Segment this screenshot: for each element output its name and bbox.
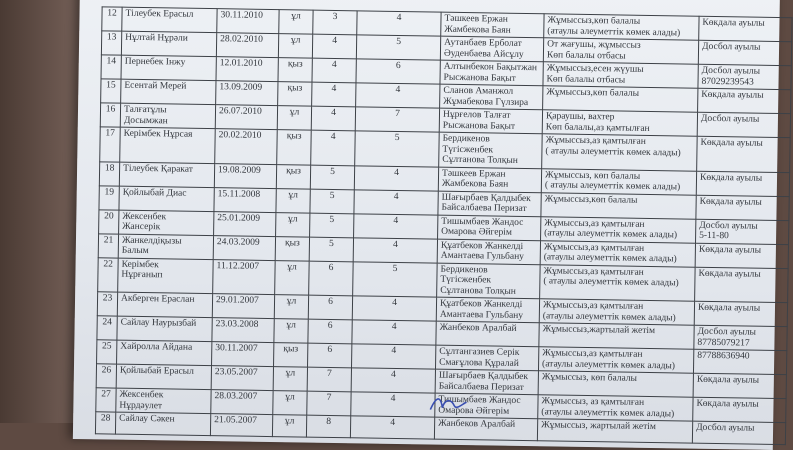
birth-date-cell: 30.11.2010 [217,9,279,34]
parents-names-cell: Бердикенов Түгісженбек Сұлтанова Толқын [439,132,543,168]
family-size-cell: 4 [357,11,441,36]
child-name-cell: Сайлау Сәкен [115,412,210,435]
age-value-cell: 4 [312,34,356,59]
child-name-cell: Жанкелдіқызы Балым [118,234,213,259]
parents-names-cell: Нұрғелов Талғат Рысжанова Бақыт [439,108,542,134]
family-size-cell: 4 [354,213,438,238]
residence-cell: Көкдала ауылы [696,171,789,196]
row-number-cell: 25 [97,340,117,364]
family-size-cell: 4 [353,237,437,262]
age-value-cell: 6 [308,343,352,368]
row-number-cell: 18 [99,161,119,185]
child-name-cell: Тілеубек Ерасыл [122,7,217,32]
family-size-cell: 4 [352,344,436,369]
parents-names-cell: Жанбеков Аралбай [434,417,537,441]
gender-cell: ұл [273,391,307,416]
gender-cell: ұл [274,295,308,320]
age-value-cell: 5 [310,213,354,238]
gender-cell: қыз [274,343,308,368]
age-value-cell: 7 [307,391,351,416]
gender-cell: ұл [272,415,306,438]
parents-names-cell: Құатбеков Жанкелді Амантаева Гульбану [436,297,539,323]
parents-names-cell: Жанбеков Аралбай [436,321,539,347]
row-number-cell: 22 [98,257,119,292]
birth-date-cell: 30.11.2007 [212,342,274,367]
document-page [73,0,780,450]
family-size-cell: 5 [355,131,440,167]
gender-cell: ұл [276,212,310,237]
family-size-cell: 4 [351,392,435,417]
row-number-cell: 14 [101,55,121,79]
residence-cell: Көкдала ауылы [695,267,789,303]
social-status-cell: Жұмыссыз,есен жүушы Көп балалы отбасы [543,62,698,88]
birth-date-cell: 11.12.2007 [213,259,276,294]
row-number-cell: 12 [102,7,122,31]
parents-names-cell: Шағырбаев Қалдыбек Байсалбаева Перизат [435,369,538,395]
birth-date-cell: 19.08.2009 [214,163,276,188]
family-size-cell: 5 [353,261,438,297]
parents-names-cell: Құатбеков Жанкелді Амантаева Гульбану [437,239,540,265]
age-value-cell: 5 [310,189,354,214]
child-name-cell: Тілеубек Қаракат [119,162,214,187]
birth-date-cell: 15.11.2008 [214,187,276,212]
child-name-cell: Нұлтай Нұрәли [121,31,216,56]
social-status-cell: Жұмыссыз, аз қамтылған (атаулы әлеуметтік көмек алады) [538,395,693,421]
residence-cell: Көкдала ауылы [699,16,792,41]
children-list-table [95,6,793,445]
gender-cell: қыз [275,236,309,261]
age-value-cell: 4 [312,82,356,107]
social-status-cell: Жұмыссыз,көп балалы (атаулы әлеуметтік көмек алады) [544,14,699,40]
residence-cell: Көкдала ауылы [694,301,787,326]
parents-names-cell: Тишымбаев Жандос Омарова Әйгерім [438,215,541,241]
age-value-cell: 6 [308,319,352,344]
family-size-cell: 4 [354,165,438,190]
parents-names-cell: Тәшкеев Ержан Жамбекова Баян [441,12,544,38]
family-size-cell: 7 [355,107,439,132]
social-status-cell: От жағушы, жұмыссыз Көп балалы отбасы [543,38,698,64]
parents-names-cell: Алтынбекон Бақытжан Рысжанова Бақыт [440,60,543,86]
birth-date-cell: 26.07.2010 [215,105,277,130]
parents-names-cell: Бердикенов Түгісженбек Сұлтанова Толқын [437,263,541,299]
row-number-cell: 27 [96,388,116,412]
row-number-cell: 28 [95,412,115,434]
birth-date-cell: 28.03.2007 [211,390,273,415]
family-size-cell: 4 [352,320,436,345]
social-status-cell: Жұмыссыз,аз қамтылған (атаулы әлеуметтік көмек алады) [538,347,693,373]
social-status-cell: Қараушы, вахтер Көп балалы,аз қамтылған [542,110,697,136]
birth-date-cell: 23.05.2007 [211,366,273,391]
row-number-cell: 21 [98,233,118,257]
child-name-cell: Сайлау Наурызбай [117,316,212,341]
gender-cell: қыз [278,82,312,107]
age-value-cell: 4 [311,106,355,131]
gender-cell: қыз [277,130,312,165]
residence-cell: Көкдала ауылы [693,373,786,398]
gender-cell: қыз [276,164,310,189]
social-status-cell: Жұмыссыз, жартылай жетім [537,419,692,443]
social-status-cell: Жұмыссыз,жартылай жетім [539,323,694,349]
social-status-cell: Жұмыссыз,аз қамтылған (атаулы әлеуметтік көмек алады) [540,240,695,266]
parents-names-cell: Шағырбаев Қалдыбек Байсалбаева Перизат [438,191,541,217]
gender-cell: ұл [279,10,313,35]
family-size-cell: 4 [356,83,440,108]
birth-date-cell: 12.01.2010 [216,57,278,82]
gender-cell: ұл [274,319,308,344]
age-value-cell: 5 [309,237,353,262]
age-value-cell: 7 [307,367,351,392]
age-value-cell: 5 [310,165,354,190]
child-name-cell: Керімбек Нұрғанып [118,258,214,294]
row-number-cell: 15 [101,79,121,103]
birth-date-cell: 24.03.2009 [213,235,275,260]
age-value-cell: 4 [312,58,356,83]
social-status-cell: Жұмыссыз, көп балалы [538,371,693,397]
row-number-cell: 16 [100,103,120,127]
gender-cell: ұл [275,260,310,295]
row-number-cell: 13 [101,31,121,55]
family-size-cell: 4 [354,189,438,214]
social-status-cell: Жұмыссыз,аз қамтылған ( атаулы әлеуметтік көмек алады) [540,264,696,301]
social-status-cell: Жұмыссыз,аз қамтылған ( атаулы әлеуметтік көмек алады) [542,134,698,171]
age-value-cell: 6 [308,295,352,320]
child-name-cell: Хайролла Айдана [117,340,212,365]
child-name-cell: Есентай Мерей [121,79,216,104]
residence-cell: Досбол ауылы [697,112,790,137]
child-name-cell: Талғатұлы Досымжан [120,103,215,128]
residence-cell: Көкдала ауылы [693,397,786,422]
child-name-cell: Керімбек Нұрсая [120,127,216,163]
age-value-cell: 6 [309,261,354,296]
birth-date-cell: 25.01.2009 [214,211,276,236]
residence-cell: Досбол ауылы [698,40,791,65]
child-name-cell: Жексенбек Жансерік [119,210,214,235]
child-name-cell: Қойлыбай Диас [119,186,214,211]
child-name-cell: Пернебек Інжу [121,55,216,80]
family-size-cell: 4 [351,368,435,393]
social-status-cell: Жұмыссыз,көп балалы [541,192,696,218]
row-number-cell: 26 [96,364,116,388]
gender-cell: ұл [277,106,311,131]
age-value-cell: 3 [313,10,357,35]
residence-cell: Досбол ауылы 5-11-80 [696,219,789,244]
child-name-cell: Қойлыбай Ерасыл [116,364,211,389]
birth-date-cell: 29.01.2007 [212,294,274,319]
family-size-cell: 4 [350,416,434,439]
row-number-cell: 17 [100,127,121,162]
parents-names-cell: Сұлтангазиев Серік Смағұлова Құралай [435,345,538,371]
gender-cell: ұл [278,34,312,59]
row-number-cell: 20 [99,209,119,233]
child-name-cell: Жексенбек Нұрдәулет [116,388,211,413]
social-status-cell: Жұмыссыз,аз қамтылған (атаулы әлеуметтік көмек алады) [539,299,694,325]
residence-cell: Досбол ауылы 87785079217 [694,325,787,350]
gender-cell: қыз [278,58,312,83]
handwritten-signature [428,394,468,415]
birth-date-cell: 28.02.2010 [216,33,278,58]
age-value-cell: 8 [306,415,350,438]
row-number-cell: 24 [97,316,117,340]
parents-names-cell: Тәшкеев Ержан Жамбекова Баян [438,167,541,193]
residence-cell: Көкдала ауылы [697,136,791,172]
parents-names-cell: Сланов Аманжол Жұмабекова Гүлзира [440,84,543,110]
social-status-cell: Жұмыссыз, көп балалы ( атаулы әлеуметтік көмек алады) [541,168,696,194]
row-number-cell: 19 [99,185,119,209]
birth-date-cell: 20.02.2010 [215,129,278,164]
parents-names-cell: Аутанбаев Ерболат Әуденбаева Айсұлу [440,36,543,62]
gender-cell: ұл [273,367,307,392]
row-number-cell: 23 [97,292,117,316]
child-name-cell: Акберген Ераслан [117,292,212,317]
birth-date-cell: 13.09.2009 [216,81,278,106]
residence-cell: Досбол ауылы 87029239543 [698,64,791,89]
family-size-cell: 5 [356,35,440,60]
social-status-cell: Жұмыссыз,көп балалы [543,86,698,112]
birth-date-cell: 21.05.2007 [210,414,272,437]
gender-cell: ұл [276,188,310,213]
residence-cell: Досбол ауылы [692,421,785,444]
residence-cell: Көкдала ауылы [696,195,789,220]
family-size-cell: 6 [356,59,440,84]
family-size-cell: 4 [352,296,436,321]
residence-cell: Көкдала ауылы [695,243,788,268]
residence-cell: 87788636940 [693,349,786,374]
birth-date-cell: 23.03.2008 [212,318,274,343]
age-value-cell: 4 [311,130,356,165]
residence-cell: Көкдала ауылы [698,88,791,113]
social-status-cell: Жұмыссыз,аз қамтылған (атаулы әлеуметтік көмек алады) [541,216,696,242]
parents-names-cell: Тишымбаев Жандос Омарова Әйгерім [435,393,538,419]
table-body [95,7,792,445]
